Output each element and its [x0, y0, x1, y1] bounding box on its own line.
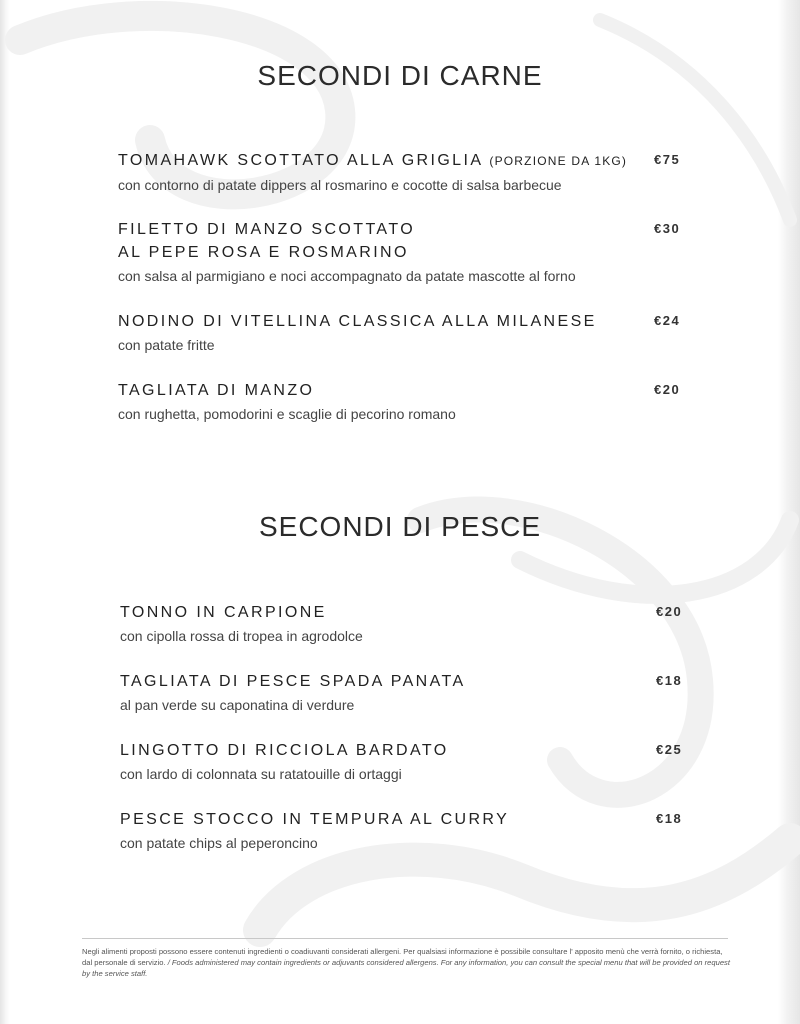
- item-price: €18: [656, 673, 683, 688]
- item-price: €18: [656, 811, 683, 826]
- item-price: €25: [656, 742, 683, 757]
- item-name: TAGLIATA DI MANZO: [118, 382, 315, 399]
- section-title-carne: SECONDI DI CARNE: [257, 60, 543, 91]
- menu-item: [118, 218, 681, 286]
- item-name: TOMAHAWK SCOTTATO ALLA GRIGLIA (PORZIONE DA 1KG): [118, 152, 628, 169]
- item-name: TONNO IN CARPIONE: [120, 604, 327, 621]
- item-name: PESCE STOCCO IN TEMPURA AL CURRY: [120, 811, 510, 828]
- item-name-line-2: AL PEPE ROSA E ROSMARINO: [118, 244, 409, 261]
- allergen-notice: [82, 946, 732, 979]
- item-description: con rughetta, pomodorini e scaglie di pecorino romano: [118, 406, 456, 422]
- item-description: con patate fritte: [118, 337, 215, 353]
- menu-item: [118, 149, 681, 195]
- menu-item: [120, 739, 683, 784]
- item-name-line-1: FILETTO DI MANZO SCOTTATO: [118, 221, 416, 238]
- item-price: €24: [654, 313, 681, 328]
- menu-item: [120, 808, 683, 853]
- item-description: con salsa al parmigiano e noci accompagnato da patate mascotte al forno: [118, 268, 576, 284]
- allergen-notice-english: / Foods administered may contain ingredients or adjuvants considered allergens. For any information, you can consult the special menu that will be provided on request by the service staff.: [82, 958, 730, 978]
- menu-item: [120, 601, 683, 646]
- menu-item: [120, 670, 683, 715]
- item-description: con cipolla rossa di tropea in agrodolce: [120, 628, 363, 644]
- item-portion: (PORZIONE DA 1KG): [489, 154, 628, 168]
- item-name: NODINO DI VITELLINA CLASSICA ALLA MILANESE: [118, 313, 597, 330]
- item-description: con lardo di colonnata su ratatouille di ortaggi: [120, 766, 402, 782]
- menu-item: [118, 379, 681, 424]
- allergen-notice-italian: Negli alimenti proposti possono essere contenuti ingredienti o coadiuvanti considerati allergeni. Per qualsiasi informazione è possibile consultare l' apposito menù che verrà fornito, o richiesta, dal personale di servizio.: [82, 947, 723, 967]
- item-price: €20: [656, 604, 683, 619]
- item-description: con contorno di patate dippers al rosmarino e cocotte di salsa barbecue: [118, 177, 562, 193]
- section-title-pesce: SECONDI DI PESCE: [258, 511, 542, 542]
- menu-item: [118, 310, 681, 355]
- footer-divider: [82, 938, 728, 939]
- item-description: con patate chips al peperoncino: [120, 835, 318, 851]
- item-price: €30: [654, 221, 681, 236]
- item-name: LINGOTTO DI RICCIOLA BARDATO: [120, 742, 449, 759]
- item-price: €20: [654, 382, 681, 397]
- item-name: TAGLIATA DI PESCE SPADA PANATA: [120, 673, 466, 690]
- item-price: €75: [654, 152, 681, 167]
- item-description: al pan verde su caponatina di verdure: [120, 697, 355, 713]
